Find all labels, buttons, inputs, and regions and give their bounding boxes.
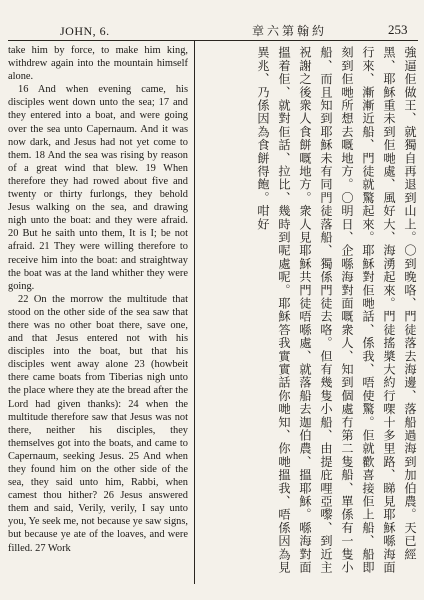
chinese-column: 強逼佢做王、就獨自再退到山上。〇到晚咯、門徒落去海邊、落船過海到加伯農。天已經黑、耶穌重未到佢哋處、風好大、海湧起來。門徒搖槳大約行㗎十多里路、睇見耶穌喺海面行來、漸漸近船、門徒就驚起來。耶穌對佢哋話、係我、唔使驚。佢就歡喜接佢上船、船即刻到佢哋所想去嘅地方。〇明日、企喺海對面嘅衆人、知到個處冇第二隻船、單係有一隻小船、而且知到耶穌未有同門徒落船、獨係門徒去咯。但有幾隻小船、由提庇哩亞嚟、到近主祝謝之後衆人食餅嘅地方。衆人見耶穌共門徒唔喺處、就落船去迦伯農、搵耶穌。喺海對面搵着佢、就對佢話、拉比、幾時到呢處呢。耶穌答我實實話你哋知、你哋搵我、唔係因為見異兆、乃係因為食餅得飽。咁好	[256, 46, 417, 574]
running-header-english: JOHN, 6.	[60, 24, 110, 38]
page-number: 253	[388, 22, 408, 37]
english-paragraph-3: 22 On the morrow the multitude that stood on the other side of the sea saw that there was no other boat there, save one, and that Jesus entered not with his disciples into the boat, but that his disciples went away alone 23 (howbeit there came boats from Tiberias nigh unto the place where they ate the bread after the Lord had given thanks): 24 when the multitude therefore saw that Jesus was not there, neither his disciples, they themselves got into the boats, and came to Capernaum, seeking Jesus. 25 And when they found him on the other side of the sea, they said unto him, Rabbi, when camest thou hither? 26 Jesus answered them and said, Verily, verily, I say unto you, Ye seek me, not because ye saw signs, but because ye ate of the loaves, and were filled. 27 Work	[8, 293, 188, 554]
header-rule	[8, 40, 418, 41]
running-header-chinese: 章六第翰約	[252, 24, 328, 38]
english-column	[8, 44, 188, 584]
english-paragraph-1: take him by force, to make him king, withdrew again into the mountain himself alone.	[8, 45, 188, 83]
english-paragraph-2: 16 And when evening came, his disciples went down unto the sea; 17 and they entered into a boat, and were going over the sea unto Capernaum. And it was now dark, and Jesus had not yet come to them. 18 And the sea was rising by reason of a great wind that blew. 19 When therefore they had rowed about five and twenty or thirty furlongs, they behold Jesus walking on the sea, and drawing nigh unto the boat: and they were afraid. 20 But he saith unto them, It is I; be not afraid. 21 They were willing therefore to receive him into the boat: and straightway the boat was at the land whither they were going.	[8, 84, 188, 292]
column-divider	[194, 40, 195, 584]
